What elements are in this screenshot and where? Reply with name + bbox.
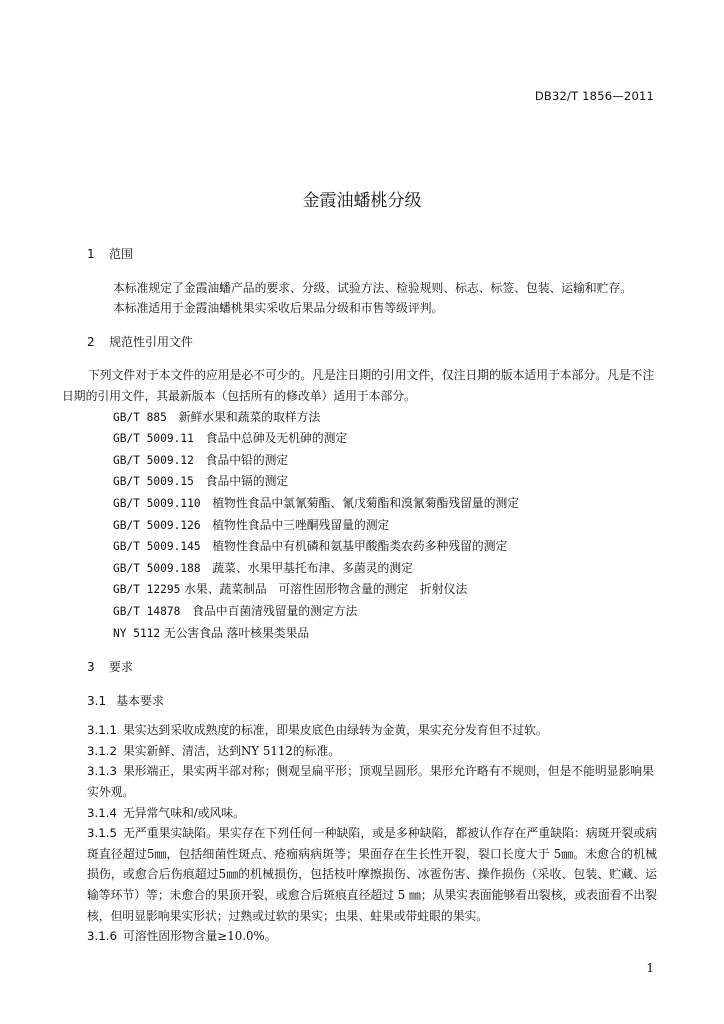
section-title: 要求 — [109, 660, 134, 675]
reference-item — [87, 407, 657, 429]
section-number: 3 — [87, 660, 95, 675]
reference-item — [87, 471, 657, 493]
reference-item — [87, 579, 657, 601]
section-3-heading — [87, 657, 657, 678]
reference-name: 新鲜水果和蔬菜的取样方法 — [178, 409, 321, 424]
section-number: 2 — [87, 334, 95, 349]
clause-text: 可溶性固形物含量≥10.0%。 — [123, 929, 277, 944]
reference-item — [87, 515, 657, 537]
section-title: 范围 — [109, 247, 134, 261]
reference-item — [87, 493, 657, 515]
clause-number: 3.1.3 — [87, 764, 118, 779]
reference-name: 植物性食品中氯氰菊酯、氰戊菊酯和溴氰菊酯残留量的测定 — [212, 495, 520, 510]
clause-number: 3.1.6 — [87, 929, 118, 944]
section-number: 1 — [87, 247, 95, 261]
reference-item — [87, 558, 657, 580]
reference-item — [87, 601, 657, 623]
clause-text: 果实达到采收成熟度的标准，即果皮底色由绿转为金黄，果实充分发育但不过软。 — [123, 723, 548, 738]
document-body — [62, 244, 657, 947]
reference-item — [87, 623, 657, 645]
reference-code: GB/T 5009.11 — [113, 432, 194, 446]
reference-code: GB/T 5009.12 — [113, 453, 194, 467]
standard-code: DB32/T 1856—2011 — [534, 89, 654, 103]
section-1-heading — [87, 244, 657, 265]
scope-paragraph-2: 本标准适用于金霞油蟠桃果实采收后果品分级和市售等级评判。 — [113, 301, 444, 316]
scope-paragraph-1: 本标准规定了金霞油蟠产品的要求、分级、试验方法、检验规则、标志、标签、包装、运输和贮存。 — [113, 280, 633, 295]
clause-number: 3.1.4 — [87, 805, 118, 820]
page-number: 1 — [646, 961, 654, 975]
reference-list — [87, 407, 657, 645]
clause-3-1-1 — [87, 720, 657, 741]
reference-item — [87, 536, 657, 558]
reference-code: GB/T 5009.15 — [113, 475, 194, 489]
reference-name: 植物性食品中有机磷和氨基甲酸酯类农药多种残留的测定 — [212, 539, 508, 554]
reference-name: 无公害食品 落叶核果类果品 — [163, 625, 310, 640]
reference-code: NY 5112 — [113, 626, 161, 640]
reference-name: 食品中铅的测定 — [205, 452, 289, 467]
reference-name: 蔬菜、水果甲基托布津、多菌灵的测定 — [212, 560, 413, 575]
reference-name: 食品中总砷及无机砷的测定 — [205, 431, 348, 446]
section-2-heading — [87, 332, 657, 353]
clause-3-1-5 — [87, 823, 657, 926]
subsection-3-1-heading — [87, 691, 657, 712]
reference-code: GB/T 14878 — [113, 604, 181, 618]
clause-3-1-6 — [87, 926, 657, 947]
reference-code: GB/T 5009.145 — [113, 540, 201, 554]
reference-name: 食品中镉的测定 — [205, 474, 289, 489]
section-title: 规范性引用文件 — [109, 334, 194, 349]
reference-name: 食品中百菌清残留量的测定方法 — [192, 603, 358, 618]
document-title: 金霞油蟠桃分级 — [302, 191, 422, 211]
reference-code: GB/T 5009.110 — [113, 496, 201, 510]
reference-code: GB/T 5009.188 — [113, 561, 201, 575]
reference-item — [87, 450, 657, 472]
clause-number: 3.1.1 — [87, 723, 118, 738]
subsection-title: 基本要求 — [116, 693, 165, 708]
clause-3-1-2 — [87, 741, 657, 762]
reference-name: 植物性食品中三唑酮残留量的测定 — [212, 517, 390, 532]
clause-text: 果实新鲜、清洁，达到NY 5112的标准。 — [123, 743, 341, 758]
clause-text: 无异常气味和/或风味。 — [123, 805, 245, 820]
clause-text: 无严重果实缺陷。果实存在下列任何一种缺陷，或是多种缺陷，都被认作存在严重缺陷：病斑开裂或病斑直径超过5㎜，包括细菌性斑点、疮痂病病斑等；果面存在生长性开裂，裂口长度大于 5㎜。未愈合的机械损伤，或愈合后伤痕超过5㎜的机械损伤，包括枝叶摩擦损伤、冰雹伤害、操作损伤（采收、包装、贮藏、运输等环节）等；未愈合的果顶开裂，或愈合后斑痕直径超过 5 ㎜；从果实表面能够看出裂核，或表面看不出裂核，但明显影响果实形状；过熟或过软的果实；虫果、蛀果或带蛀眼的果实。 — [87, 826, 657, 923]
reference-code: GB/T 885 — [113, 410, 167, 424]
clause-text: 果形端正，果实两半部对称；侧观呈扁平形；顶观呈圆形。果形允许略有不规则，但是不能明显影响果实外观。 — [87, 764, 654, 800]
clause-3-1-3 — [87, 761, 657, 802]
reference-code: GB/T 5009.126 — [113, 518, 201, 532]
reference-name: 水果、蔬菜制品 可溶性固形物含量的测定 折射仪法 — [184, 582, 468, 597]
reference-item — [87, 428, 657, 450]
subsection-number: 3.1 — [87, 693, 107, 708]
clause-3-1-4 — [87, 803, 657, 824]
clause-number: 3.1.2 — [87, 743, 118, 758]
reference-code: GB/T 12295 — [113, 583, 181, 597]
clause-number: 3.1.5 — [87, 826, 118, 841]
references-intro: 下列文件对于本文件的应用是必不可少的。凡是注日期的引用文件，仅注日期的版本适用于本部分。凡是不注日期的引用文件，其最新版本（包括所有的修改单）适用于本部分。 — [62, 368, 655, 403]
